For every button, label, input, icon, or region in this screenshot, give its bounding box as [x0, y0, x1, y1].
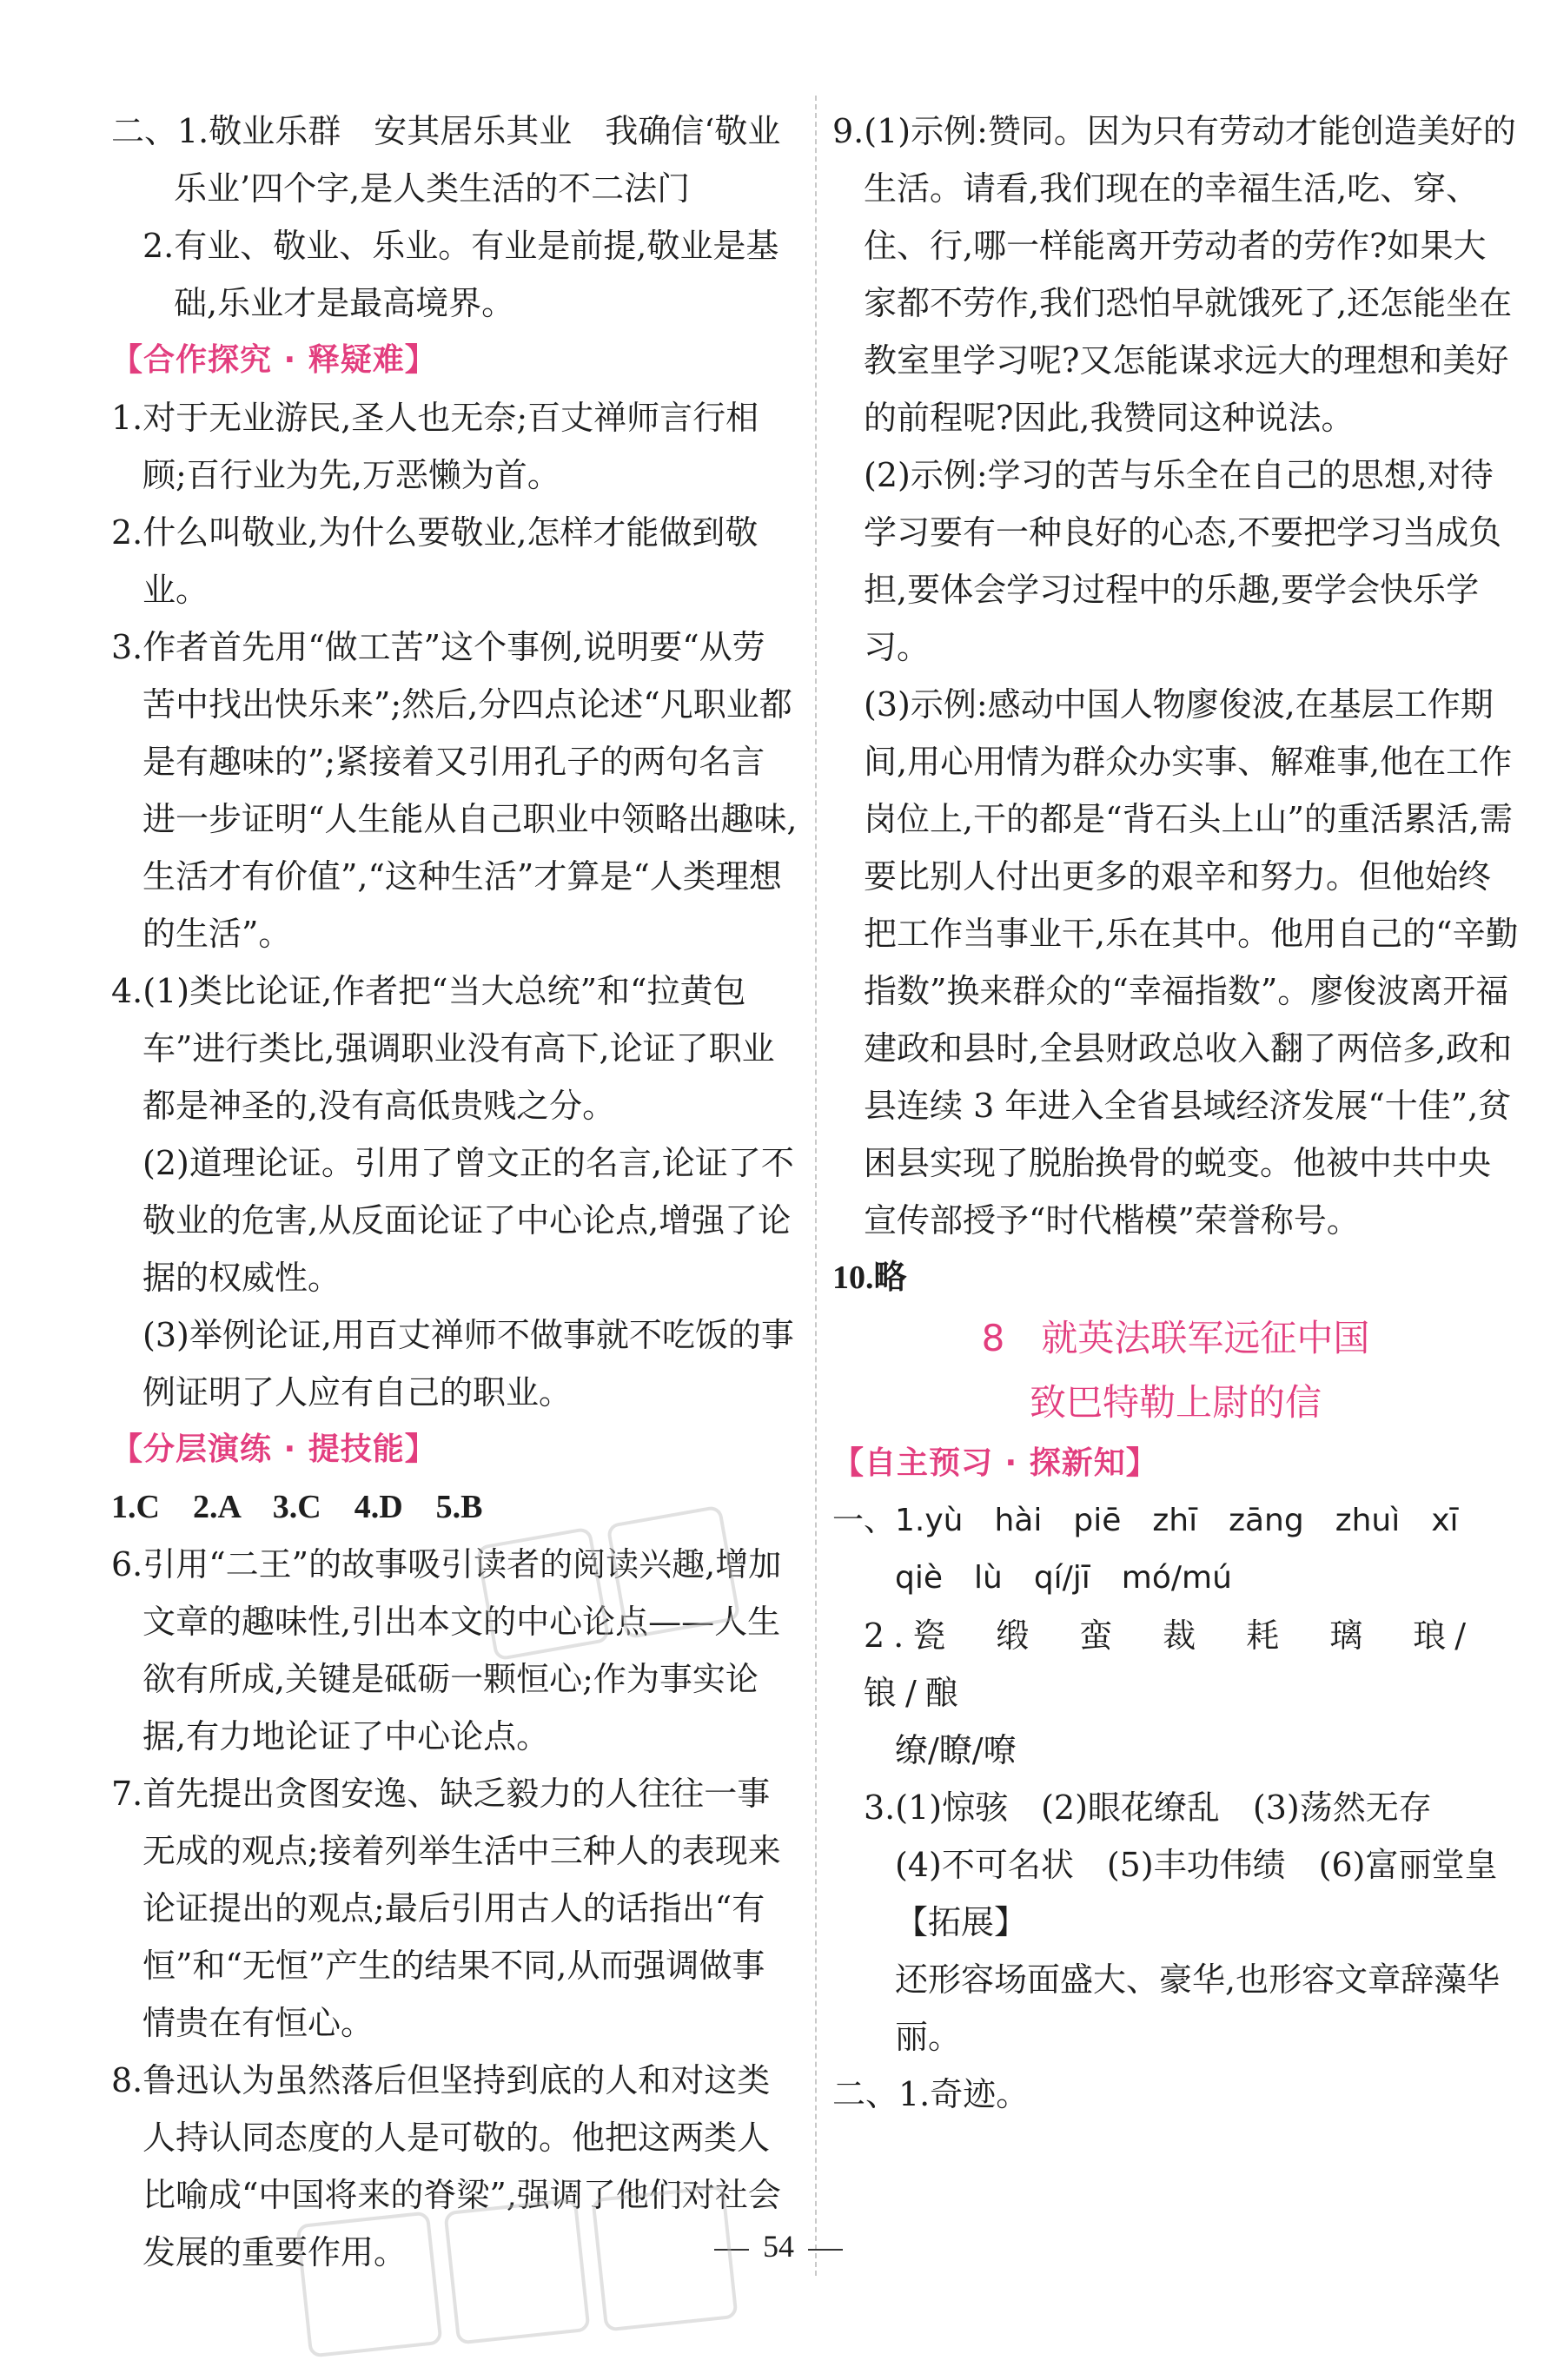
answer-4-2: (2)道理论证。引用了曾文正的名言,论证了不敬业的危害,从反面论证了中心论点,增强了论据的权威性。: [142, 1144, 794, 1297]
pinyin-line-1: 一、1.yù hài piē zhī zāng zhuì xī: [832, 1503, 1459, 1538]
dash-right: [808, 2249, 843, 2251]
idioms-line-2: (4)不可名状 (5)丰功伟绩 (6)富丽堂皇: [895, 1846, 1498, 1884]
answer-2: 2.什么叫敬业,为什么要敬业,怎样才能做到敬业。: [111, 513, 759, 609]
pinyin-line-2: qiè lù qí/jī mó/mú: [895, 1560, 1232, 1596]
answer-10: 10.略: [832, 1259, 907, 1296]
section-heading-preview: 【自主预习 · 探新知】: [832, 1445, 1158, 1481]
answer-9-1: 9.(1)示例:赞同。因为只有劳动才能创造美好的生活。请看,我们现在的幸福生活,吃、穿、住、行,哪一样能离开劳动者的劳作?如果大家都不劳作,我们恐怕早就饿死了,还怎能坐在教室里学习呢?又怎能谋求远大的理想和美好的前程呢?因此,我赞同这种说法。: [832, 112, 1516, 437]
answer-6: 6.引用“二王”的故事吸引读者的阅读兴趣,增加文章的趣味性,引出本文的中心论点——人生欲有所成,关键是砥砺一颗恒心;作为事实论据,有力地论证了中心论点。: [111, 1545, 782, 1755]
right-column: [832, 102, 1519, 2123]
answer-2-2: 2.有业、敬业、乐业。有业是前提,敬业是基础,乐业才是最高境界。: [142, 227, 779, 322]
page-number: 54: [0, 2228, 1557, 2264]
answer-part2-1: 二、1.奇迹。: [832, 2075, 1030, 2113]
section-heading-practice: 【分层演练 · 提技能】: [111, 1431, 437, 1467]
extension-text: 还形容场面盛大、豪华,也形容文章辞藻华丽。: [895, 1960, 1501, 2056]
section-heading-cooperate: 【合作探究 · 释疑难】: [111, 342, 437, 378]
extension-label: 【拓展】: [895, 1903, 1028, 1941]
lesson-title-line-2: 致巴特勒上尉的信: [1029, 1381, 1322, 1424]
answer-9-3: (3)示例:感动中国人物廖俊波,在基层工作期间,用心用情为群众办实事、解难事,他在工作岗位上,干的都是“背石头上山”的重活累活,需要比别人付出更多的艰辛和努力。但他始终把工作当事业干,乐在其中。他用自己的“辛勤指数”换来群众的“幸福指数”。廖俊波离开福建政和县时,全县财政总收入翻了两倍多,政和县连续 3 年进入全省县域经济发展“十佳”,贫困县实现了脱胎换骨的蜕变。他被中共中央宣传部授予“时代楷模”荣誉称号。: [864, 685, 1519, 1240]
answer-8: 8.鲁迅认为虽然落后但坚持到底的人和对这类人持认同态度的人是可敬的。他把这两类人比喻成“中国将来的脊梁”,强调了他们对社会发展的重要作用。: [111, 2061, 781, 2271]
answer-7: 7.首先提出贪图安逸、缺乏毅力的人往往一事无成的观点;接着列举生活中三种人的表现来论证提出的观点;最后引用古人的话指出“有恒”和“无恒”产生的结果不同,从而强调做事情贵在有恒心。: [111, 1775, 781, 2042]
characters-line-2: 缭/瞭/嘹: [895, 1731, 1017, 1769]
left-column: [111, 102, 798, 2281]
answer-3: 3.作者首先用“做工苦”这个事例,说明要“从劳苦中找出快乐来”;然后,分四点论述“凡职业都是有趣味的”;紧接着又引用孔子的两句名言进一步证明“人生能从自己职业中领略出趣味,生活才有价值”,“这种生活”才算是“人类理想的生活”。: [111, 628, 798, 953]
idioms-line-1: 3.(1)惊骇 (2)眼花缭乱 (3)荡然无存: [864, 1788, 1432, 1827]
dash-left: [714, 2249, 749, 2251]
answer-1: 1.对于无业游民,圣人也无奈;百丈禅师言行相顾;百行业为先,万恶懒为首。: [111, 399, 759, 494]
multiple-choice-answers: 1.C 2.A 3.C 4.D 5.B: [111, 1489, 483, 1525]
answer-2-1: 二、1.敬业乐群 安其居乐其业 我确信‘敬业乐业’四个字,是人类生活的不二法门: [111, 112, 781, 208]
column-divider: [815, 96, 817, 2276]
characters-line-1: 2.瓷 缎 蛮 裁 耗 璃 琅/锒/酿: [864, 1616, 1475, 1712]
answer-4-3: (3)举例论证,用百丈禅师不做事就不吃饭的事例证明了人应有自己的职业。: [142, 1316, 794, 1411]
answer-9-2: (2)示例:学习的苦与乐全在自己的思想,对待学习要有一种良好的心态,不要把学习当成负担,要体会学习过程中的乐趣,要学会快乐学习。: [864, 456, 1502, 666]
answer-4-1: 4.(1)类比论证,作者把“当大总统”和“拉黄包车”进行类比,强调职业没有高下,论证了职业都是神圣的,没有高低贵贱之分。: [111, 972, 775, 1125]
lesson-title-line-1: 8 就英法联军远征中国: [981, 1317, 1370, 1359]
